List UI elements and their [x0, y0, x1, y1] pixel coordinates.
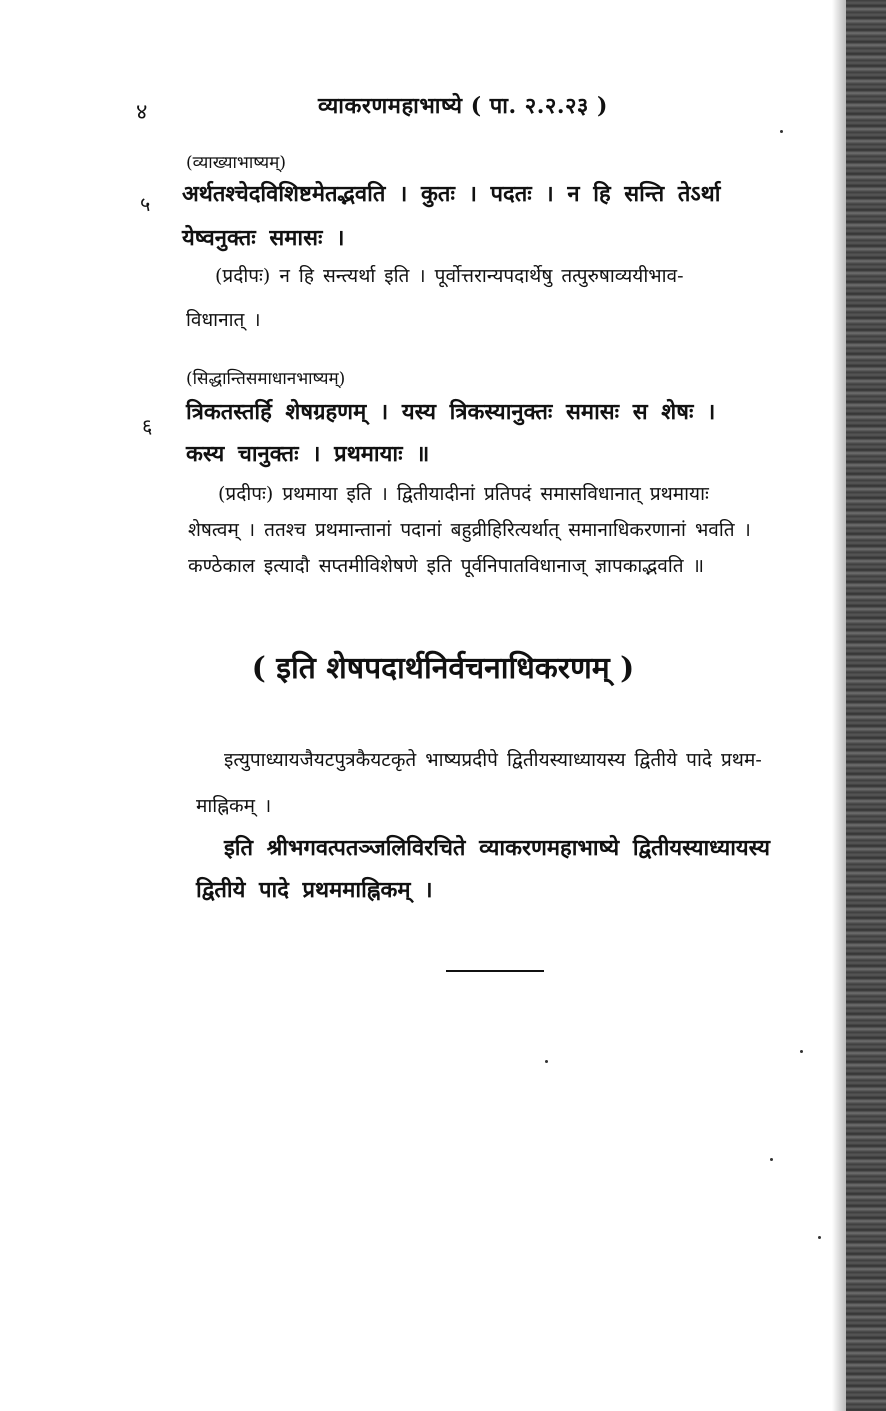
scan-speck — [818, 1236, 821, 1239]
section-label-siddhanta: (सिद्धान्तिसमाधानभाष्यम्) — [186, 369, 346, 389]
colophon-line: माह्निकम् । — [196, 795, 272, 817]
colophon-line: इत्युपाध्यायजैयटपुत्रकैयटकृते भाष्यप्रदीपे द्वितीयस्याध्यायस्य द्वितीये पादे प्रथम- — [224, 749, 762, 771]
closing-rule — [446, 970, 544, 972]
bhashya-line: येष्वनुक्तः समासः । — [182, 225, 345, 251]
paragraph-number-6: ६ — [142, 414, 153, 438]
pradipa-line: शेषत्वम् । ततश्च प्रथमान्तानां पदानां बहुव्रीहिरित्यर्थात् समानाधिकरणानां भवति । — [188, 519, 751, 541]
colophon-line: द्वितीये पादे प्रथममाह्निकम् । — [196, 877, 433, 903]
bhashya-line: त्रिकतस्तर्हि शेषग्रहणम् । यस्य त्रिकस्यानुक्तः समासः स शेषः । — [186, 399, 716, 425]
section-label-vyakhya: (व्याख्याभाष्यम्) — [186, 153, 286, 173]
pradipa-line: (प्रदीपः) न हि सन्त्यर्था इति । पूर्वोत्तरान्यपदार्थेषु तत्पुरुषाव्ययीभाव- — [215, 265, 684, 287]
binding-shadow — [832, 0, 846, 1411]
pradipa-line: विधानात् । — [186, 309, 261, 331]
scan-speck — [800, 1050, 803, 1053]
bhashya-line: कस्य चानुक्तः । प्रथमायाः ॥ — [186, 441, 430, 467]
scan-edge — [846, 0, 886, 1411]
scan-speck — [545, 1060, 548, 1063]
adhikarana-title: ( इति शेषपदार्थनिर्वचनाधिकरणम् ) — [251, 651, 635, 686]
scan-speck — [780, 130, 783, 133]
running-head: व्याकरणमहाभाष्ये ( पा. २.२.२३ ) — [318, 93, 608, 119]
page-number: ४ — [136, 100, 148, 125]
bhashya-line: अर्थतश्चेदविशिष्टमेतद्भवति । कुतः । पदतः । न हि सन्ति तेऽर्था — [182, 181, 721, 207]
pradipa-line: कण्ठेकाल इत्यादौ सप्तमीविशेषणे इति पूर्वनिपातविधानाज् ज्ञापकाद्भवति ॥ — [188, 555, 704, 577]
pradipa-line: (प्रदीपः) प्रथमाया इति । द्वितीयादीनां प्रतिपदं समासविधानात् प्रथमायाः — [218, 483, 709, 505]
colophon-line: इति श्रीभगवत्पतञ्जलिविरचिते व्याकरणमहाभाष्ये द्वितीयस्याध्यायस्य — [224, 835, 770, 861]
scan-speck — [770, 1158, 773, 1161]
paragraph-number-5: ५ — [140, 192, 151, 216]
